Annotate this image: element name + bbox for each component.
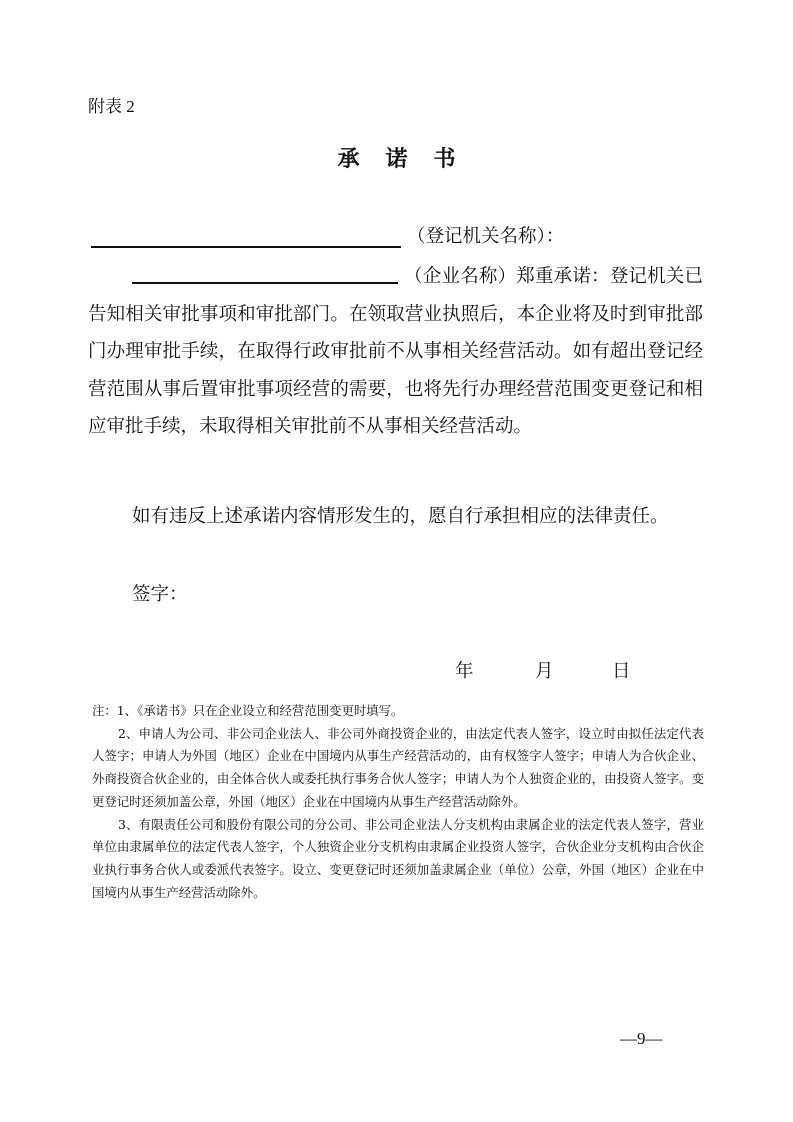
page-number: —9— (620, 1029, 663, 1048)
note-3: 3、有限责任公司和股份有限公司的分公司、非公司企业法人分支机构由隶属企业的法定代表人签字，营业单位由隶属单位的法定代表人签字，个人独资企业分支机构由隶属企业投资人签字，合伙企业分支机构由合伙企业执行事务合伙人或委派代表签字。设立、变更登记时还须加盖隶属企业（单位）公章，外国（地区）企业在中国境内从事生产经营活动除外。 (92, 816, 704, 900)
notes-section (92, 700, 704, 904)
commitment-paragraph (88, 258, 703, 446)
registration-authority-blank[interactable] (91, 226, 401, 248)
document-title: 承诺书 (337, 147, 482, 172)
commitment-text: （企业名称）郑重承诺：登记机关已告知相关审批事项和审批部门。在领取营业执照后，本企业将及时到审批部门办理审批手续，在取得行政审批前不从事相关经营活动。如有超出登记经营范围从事后置审批事项经营的需要，也将先行办理经营范围变更登记和相应审批手续，未取得相关审批前不从事相关经营活动。 (88, 266, 703, 437)
note-1: 注：1、《承诺书》只在企业设立和经营范围变更时填写。 (92, 703, 404, 718)
date-month-label: 月 (535, 661, 554, 682)
date-day-label: 日 (612, 661, 631, 682)
addressee-line (91, 222, 564, 248)
signature-label: 签字： (132, 584, 188, 605)
addressee-suffix: （登记机关名称）： (407, 226, 565, 247)
company-name-blank[interactable] (132, 260, 398, 284)
liability-paragraph: 如有违反上述承诺内容情形发生的，愿自行承担相应的法律责任。 (132, 506, 669, 527)
annex-label: 附表 2 (88, 97, 135, 116)
note-2: 2、申请人为公司、非公司企业法人、非公司外商投资企业的，由法定代表人签字，设立时由拟任法定代表人签字；申请人为外国（地区）企业在中国境内从事生产经营活动的，由有权签字人签字；申请人为合伙企业、外商投资合伙企业的，由全体合伙人或委托执行事务合伙人签字；申请人为个人独资企业的，由投资人签字。变更登记时还须加盖公章，外国（地区）企业在中国境内从事生产经营活动除外。 (92, 725, 704, 809)
date-year-label: 年 (455, 661, 474, 682)
